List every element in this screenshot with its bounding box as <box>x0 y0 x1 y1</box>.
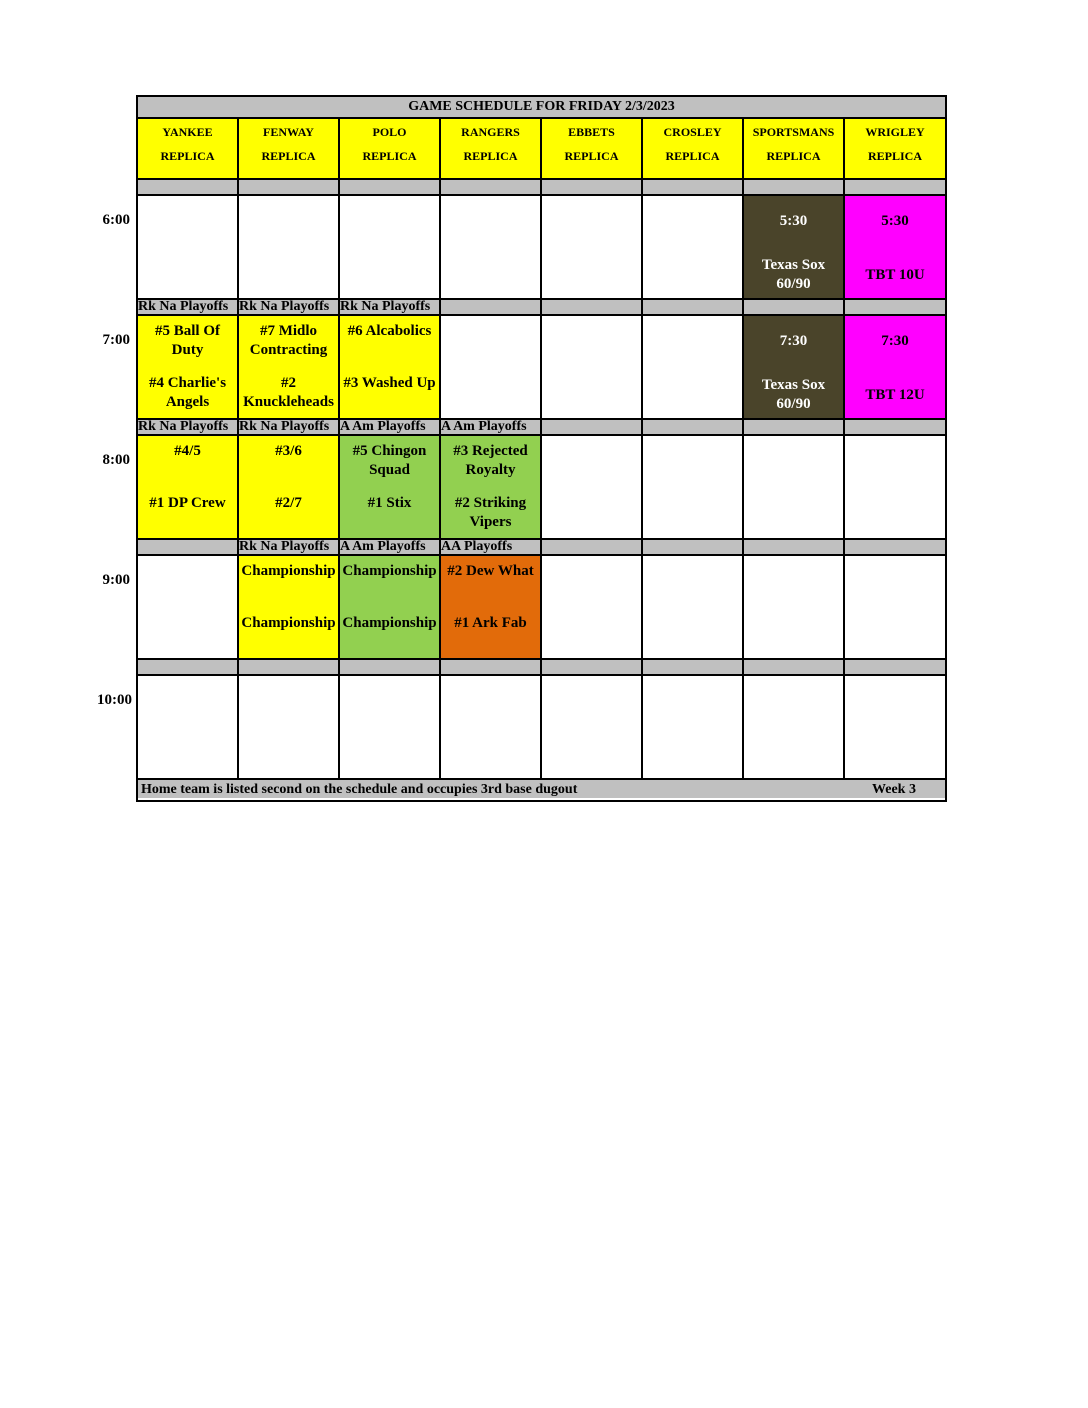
division-label: A Am Playoffs <box>340 539 426 554</box>
game-slot <box>441 556 542 660</box>
home-team: TBT 12U <box>865 387 925 403</box>
game-slot <box>138 316 239 420</box>
game-slot <box>138 676 239 780</box>
division-band <box>138 540 239 556</box>
division-band <box>138 300 239 316</box>
game-slot <box>340 676 441 780</box>
home-team: #1 Ark Fab <box>454 615 527 631</box>
game-slot <box>441 196 542 300</box>
game-slot <box>239 436 340 540</box>
game-slot <box>643 676 744 780</box>
away-team: #6 Alcabolics <box>347 323 432 339</box>
field-subtitle: REPLICA <box>867 149 922 163</box>
division-label: Rk Na Playoffs <box>239 299 330 314</box>
division-band <box>845 300 945 316</box>
game-slot <box>542 316 643 420</box>
division-band <box>239 300 340 316</box>
home-team: #4 Charlie's Angels <box>148 375 227 410</box>
footer-note: Home team is listed second on the schedule and occupies 3rd base dugout <box>141 782 578 797</box>
field-name: YANKEE <box>162 125 213 139</box>
field-header <box>542 119 643 180</box>
division-label: A Am Playoffs <box>340 419 426 434</box>
division-band <box>845 420 945 436</box>
division-label: Rk Na Playoffs <box>138 299 229 314</box>
division-band <box>542 300 643 316</box>
game-slot <box>542 196 643 300</box>
away-team: #4/5 <box>174 443 201 459</box>
division-band <box>239 540 340 556</box>
field-header <box>643 119 744 180</box>
division-band <box>845 540 945 556</box>
division-band <box>441 540 542 556</box>
game-slot <box>845 556 945 660</box>
away-team: #2 Dew What <box>447 563 534 579</box>
game-slot <box>239 556 340 660</box>
game-slot <box>138 436 239 540</box>
home-team: #2/7 <box>275 495 302 511</box>
division-band <box>340 540 441 556</box>
game-slot <box>845 436 945 540</box>
field-header <box>138 119 239 180</box>
field-name: WRIGLEY <box>865 125 925 139</box>
division-band <box>340 180 441 196</box>
division-band <box>239 420 340 436</box>
division-band <box>340 420 441 436</box>
game-slot <box>845 196 945 300</box>
home-team: TBT 10U <box>865 267 925 283</box>
field-header <box>441 119 542 180</box>
division-band <box>138 660 239 676</box>
division-band <box>744 540 845 556</box>
division-label: Rk Na Playoffs <box>138 419 229 434</box>
away-team: Championship <box>241 563 336 579</box>
game-slot <box>643 316 744 420</box>
game-slot <box>340 436 441 540</box>
field-subtitle: REPLICA <box>463 149 518 163</box>
time-label: 8:00 <box>102 452 130 468</box>
division-band <box>542 660 643 676</box>
game-slot <box>845 676 945 780</box>
home-team: #2 Striking Vipers <box>454 495 527 530</box>
game-slot <box>643 436 744 540</box>
division-band <box>441 420 542 436</box>
game-slot <box>542 676 643 780</box>
game-slot <box>239 196 340 300</box>
away-team: 7:30 <box>779 333 808 349</box>
game-slot <box>441 436 542 540</box>
division-band <box>239 660 340 676</box>
schedule-footer <box>138 778 945 798</box>
field-header <box>239 119 340 180</box>
time-label: 9:00 <box>102 572 130 588</box>
time-label: 10:00 <box>97 692 132 708</box>
division-label: Rk Na Playoffs <box>239 539 330 554</box>
game-slot <box>138 556 239 660</box>
away-team: #3 Rejected Royalty <box>453 443 528 478</box>
game-slot <box>845 316 945 420</box>
division-band <box>441 300 542 316</box>
division-band <box>441 660 542 676</box>
away-team: #5 Ball Of Duty <box>154 323 220 358</box>
division-band <box>744 300 845 316</box>
time-label: 7:00 <box>102 332 130 348</box>
field-subtitle: REPLICA <box>564 149 619 163</box>
field-subtitle: REPLICA <box>261 149 316 163</box>
division-band <box>542 540 643 556</box>
game-slot <box>542 556 643 660</box>
division-band <box>340 660 441 676</box>
division-band <box>542 420 643 436</box>
division-band <box>138 420 239 436</box>
schedule-title: GAME SCHEDULE FOR FRIDAY 2/3/2023 <box>138 97 945 119</box>
field-header <box>340 119 441 180</box>
game-slot <box>744 196 845 300</box>
field-header <box>845 119 945 180</box>
division-band <box>239 180 340 196</box>
division-label: A Am Playoffs <box>441 419 527 434</box>
game-slot <box>138 196 239 300</box>
division-band <box>845 180 945 196</box>
division-band <box>744 180 845 196</box>
home-team: #3 Washed Up <box>343 375 436 391</box>
time-label: 6:00 <box>102 212 130 228</box>
home-team: Championship <box>342 615 437 631</box>
division-band <box>643 300 744 316</box>
division-band <box>542 180 643 196</box>
division-band <box>845 660 945 676</box>
field-subtitle: REPLICA <box>160 149 215 163</box>
game-slot <box>340 196 441 300</box>
field-name: FENWAY <box>263 125 314 139</box>
division-label: Rk Na Playoffs <box>340 299 431 314</box>
game-slot <box>441 676 542 780</box>
field-name: CROSLEY <box>663 125 722 139</box>
division-band <box>643 420 744 436</box>
away-team: #7 Midlo Contracting <box>249 323 328 358</box>
home-team: #2 Knuckleheads <box>243 375 334 410</box>
division-band <box>643 660 744 676</box>
away-team: 5:30 <box>779 213 808 229</box>
game-slot <box>239 676 340 780</box>
away-team: #3/6 <box>275 443 302 459</box>
away-team: 7:30 <box>881 333 909 349</box>
game-slot <box>744 436 845 540</box>
game-slot <box>744 556 845 660</box>
home-team: #1 Stix <box>367 495 412 511</box>
field-subtitle: REPLICA <box>766 149 821 163</box>
game-slot <box>744 316 845 420</box>
home-team: Championship <box>241 615 336 631</box>
game-slot <box>239 316 340 420</box>
footer-week: Week 3 <box>872 782 916 797</box>
game-slot <box>744 676 845 780</box>
division-band <box>744 660 845 676</box>
game-slot <box>340 316 441 420</box>
division-band <box>340 300 441 316</box>
field-name: POLO <box>372 125 407 139</box>
field-header <box>744 119 845 180</box>
away-team: Championship <box>342 563 437 579</box>
division-band <box>643 180 744 196</box>
division-band <box>441 180 542 196</box>
home-team: #1 DP Crew <box>149 495 226 511</box>
field-name: RANGERS <box>461 125 520 139</box>
home-team: Texas Sox 60/90 <box>761 377 826 412</box>
schedule-table <box>136 95 947 802</box>
division-label: Rk Na Playoffs <box>239 419 330 434</box>
home-team: Texas Sox 60/90 <box>761 257 826 292</box>
field-subtitle: REPLICA <box>665 149 720 163</box>
game-slot <box>643 196 744 300</box>
field-name: EBBETS <box>568 125 615 139</box>
game-slot <box>643 556 744 660</box>
field-subtitle: REPLICA <box>362 149 417 163</box>
game-slot <box>340 556 441 660</box>
away-team: 5:30 <box>881 213 909 229</box>
away-team: #5 Chingon Squad <box>352 443 427 478</box>
division-band <box>744 420 845 436</box>
field-name: SPORTSMANS <box>752 125 835 139</box>
division-band <box>643 540 744 556</box>
division-band <box>138 180 239 196</box>
game-slot <box>441 316 542 420</box>
division-label: AA Playoffs <box>441 539 513 554</box>
game-slot <box>542 436 643 540</box>
